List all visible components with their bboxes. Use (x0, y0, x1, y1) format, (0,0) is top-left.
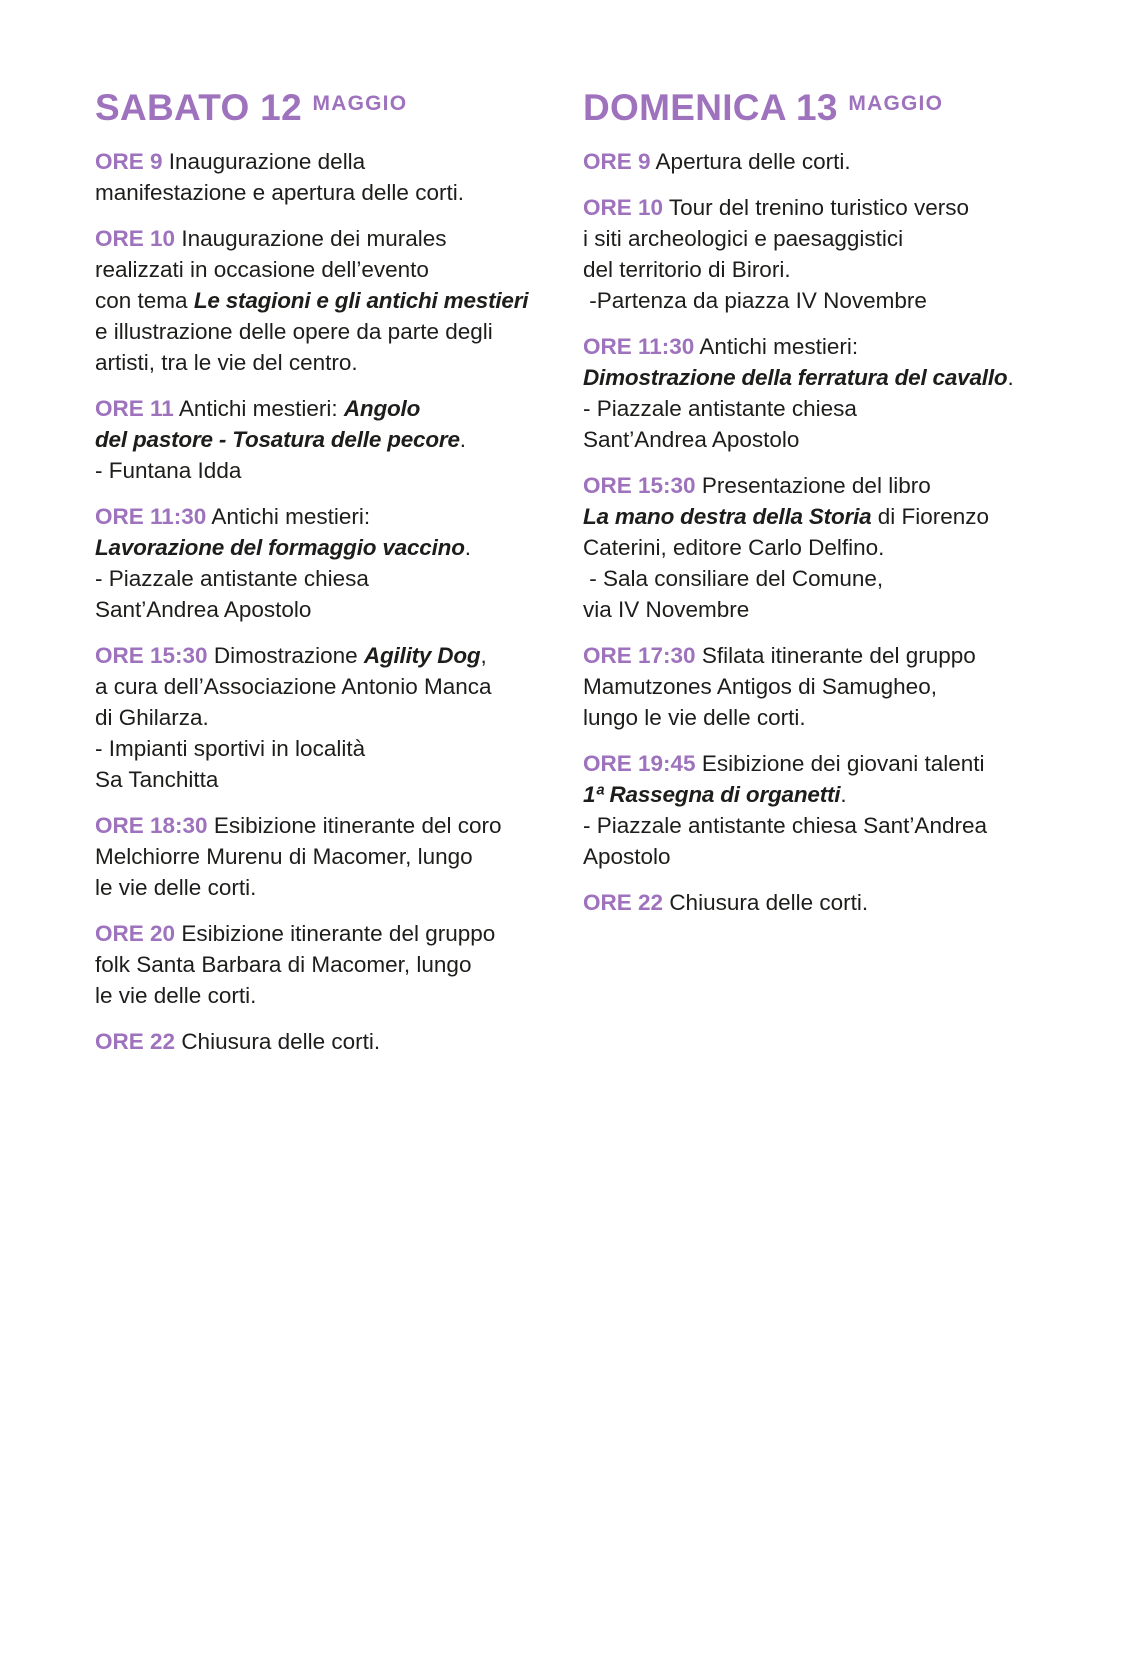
text-segment: Lavorazione del formaggio vaccino (95, 534, 465, 560)
event-line (95, 810, 565, 841)
text-segment: manifestazione e apertura delle corti. (95, 179, 464, 205)
day-title-month: MAGGIO (312, 92, 408, 115)
event (95, 640, 565, 795)
text-segment: Sa Tanchitta (95, 766, 219, 792)
text-segment: artisti, tra le vie del centro. (95, 349, 358, 375)
event-line (583, 393, 1053, 424)
text-segment: Angolo (343, 395, 421, 421)
text-segment: , (480, 642, 487, 668)
text-segment: e illustrazione delle opere da parte degli (95, 318, 493, 344)
event-time: ORE 22 (95, 1028, 176, 1054)
event (95, 223, 565, 378)
text-segment: a cura dell’Associazione Antonio Manca (95, 673, 492, 699)
event (583, 146, 1053, 177)
event-line (95, 702, 565, 733)
event-line (583, 223, 1053, 254)
event-line (583, 532, 1053, 563)
text-segment: . (1007, 364, 1014, 390)
text-segment: realizzati in occasione dell’evento (95, 256, 429, 282)
event-line (95, 146, 565, 177)
text-segment: Sfilata itinerante del gruppo (701, 642, 976, 668)
text-segment: Esibizione dei giovani talenti (701, 750, 985, 776)
event-time: ORE 9 (95, 148, 163, 174)
event (95, 810, 565, 903)
text-segment: del territorio di Birori. (583, 256, 791, 282)
event-time: ORE 11:30 (95, 503, 207, 529)
event (583, 192, 1053, 316)
event-line (583, 702, 1053, 733)
text-segment: Dimostrazione della ferratura del cavallo (583, 364, 1008, 390)
event-line (95, 285, 565, 316)
event-line (583, 640, 1053, 671)
text-segment: Chiusura delle corti. (181, 1028, 381, 1054)
text-segment: -Partenza da piazza IV Novembre (583, 287, 927, 313)
event (95, 1026, 565, 1057)
event-line (95, 532, 565, 563)
event-time: ORE 9 (583, 148, 651, 174)
event-line (95, 764, 565, 795)
day-title-text: SABATO 12 (95, 87, 302, 128)
event-line (583, 779, 1053, 810)
event-line (583, 146, 1053, 177)
day-column-sabato-12 (95, 88, 565, 1072)
text-segment: le vie delle corti. (95, 982, 257, 1008)
text-segment: - Piazzale antistante chiesa (95, 565, 369, 591)
event-line (583, 748, 1053, 779)
event-line (95, 949, 565, 980)
event-line (583, 887, 1053, 918)
event-line (583, 501, 1053, 532)
event (95, 918, 565, 1011)
event-line (95, 640, 565, 671)
text-segment: Chiusura delle corti. (669, 889, 869, 915)
text-segment: Sant’Andrea Apostolo (583, 426, 800, 452)
day-title-text: DOMENICA 13 (583, 87, 838, 128)
text-segment: . (840, 781, 847, 807)
event-time: ORE 19:45 (583, 750, 696, 776)
day-title (583, 88, 1053, 129)
text-segment: Antichi mestieri: (211, 503, 371, 529)
event-line (95, 733, 565, 764)
text-segment: del pastore - Tosatura delle pecore (95, 426, 460, 452)
event-line (95, 980, 565, 1011)
event-line (95, 671, 565, 702)
event-line (95, 424, 565, 455)
text-segment: di Fiorenzo (871, 503, 990, 529)
text-segment: con tema (95, 287, 194, 313)
event-line (583, 810, 1053, 841)
event-line (583, 254, 1053, 285)
text-segment: Melchiorre Murenu di Macomer, lungo (95, 843, 473, 869)
text-segment: - Piazzale antistante chiesa (583, 395, 857, 421)
text-segment: lungo le vie delle corti. (583, 704, 806, 730)
event (583, 887, 1053, 918)
text-segment: Inaugurazione dei murales (181, 225, 447, 251)
event-line (95, 918, 565, 949)
event-line (583, 362, 1053, 393)
event (583, 640, 1053, 733)
event (583, 331, 1053, 455)
event-time: ORE 10 (95, 225, 176, 251)
event-line (583, 285, 1053, 316)
event-line (95, 223, 565, 254)
text-segment: le vie delle corti. (95, 874, 257, 900)
event (583, 748, 1053, 872)
event-line (583, 192, 1053, 223)
event (583, 470, 1053, 625)
text-segment: - Funtana Idda (95, 457, 242, 483)
event-time: ORE 15:30 (583, 472, 696, 498)
text-segment: Caterini, editore Carlo Delfino. (583, 534, 885, 560)
text-segment: di Ghilarza. (95, 704, 209, 730)
text-segment: Inaugurazione della (168, 148, 366, 174)
event-time: ORE 17:30 (583, 642, 696, 668)
event-line (95, 501, 565, 532)
event-time: ORE 11 (95, 395, 174, 421)
text-segment: 1ª Rassegna di organetti (583, 781, 841, 807)
event-line (583, 841, 1053, 872)
text-segment: . (464, 534, 472, 560)
event-line (95, 254, 565, 285)
text-segment: - Sala consiliare del Comune, (583, 565, 884, 591)
event-line (95, 177, 565, 208)
text-segment: folk Santa Barbara di Macomer, lungo (95, 951, 472, 977)
text-segment: Dimostrazione (213, 642, 364, 668)
event-line (583, 470, 1053, 501)
text-segment: Antichi mestieri: (178, 395, 344, 421)
event-time: ORE 10 (583, 194, 664, 220)
event-line (95, 872, 565, 903)
event-line (583, 671, 1053, 702)
text-segment: via IV Novembre (583, 596, 750, 622)
text-segment: Esibizione itinerante del gruppo (181, 920, 496, 946)
event-line (95, 841, 565, 872)
event-line (583, 594, 1053, 625)
day-title (95, 88, 565, 129)
text-segment: Le stagioni e gli antichi mestieri (193, 287, 529, 313)
day-column-domenica-13 (583, 88, 1053, 933)
text-segment: Antichi mestieri: (699, 333, 859, 359)
event-time: ORE 18:30 (95, 812, 208, 838)
event-time: ORE 11:30 (583, 333, 695, 359)
text-segment: - Impianti sportivi in località (95, 735, 366, 761)
event-line (95, 563, 565, 594)
event-time: ORE 15:30 (95, 642, 208, 668)
event-line (95, 1026, 565, 1057)
text-segment: Apertura delle corti. (655, 148, 851, 174)
event-line (95, 316, 565, 347)
event-line (95, 393, 565, 424)
event-time: ORE 22 (583, 889, 664, 915)
program (95, 88, 1142, 1072)
event (95, 501, 565, 625)
event-line (95, 347, 565, 378)
text-segment: La mano destra della Storia (583, 503, 872, 529)
text-segment: Sant’Andrea Apostolo (95, 596, 312, 622)
event-line (583, 331, 1053, 362)
text-segment: Esibizione itinerante del coro (213, 812, 502, 838)
event-line (95, 455, 565, 486)
text-segment: Agility Dog (363, 642, 481, 668)
day-title-month: MAGGIO (848, 92, 944, 115)
text-segment: Mamutzones Antigos di Samugheo, (583, 673, 937, 699)
event-line (583, 563, 1053, 594)
event-line (583, 424, 1053, 455)
event (95, 393, 565, 486)
event-line (95, 594, 565, 625)
text-segment: - Piazzale antistante chiesa Sant’Andrea (583, 812, 987, 838)
text-segment: Apostolo (583, 843, 671, 869)
event-time: ORE 20 (95, 920, 176, 946)
event (95, 146, 565, 208)
text-segment: i siti archeologici e paesaggistici (583, 225, 904, 251)
text-segment: . (459, 426, 467, 452)
text-segment: Presentazione del libro (701, 472, 931, 498)
text-segment: Tour del trenino turistico verso (668, 194, 970, 220)
